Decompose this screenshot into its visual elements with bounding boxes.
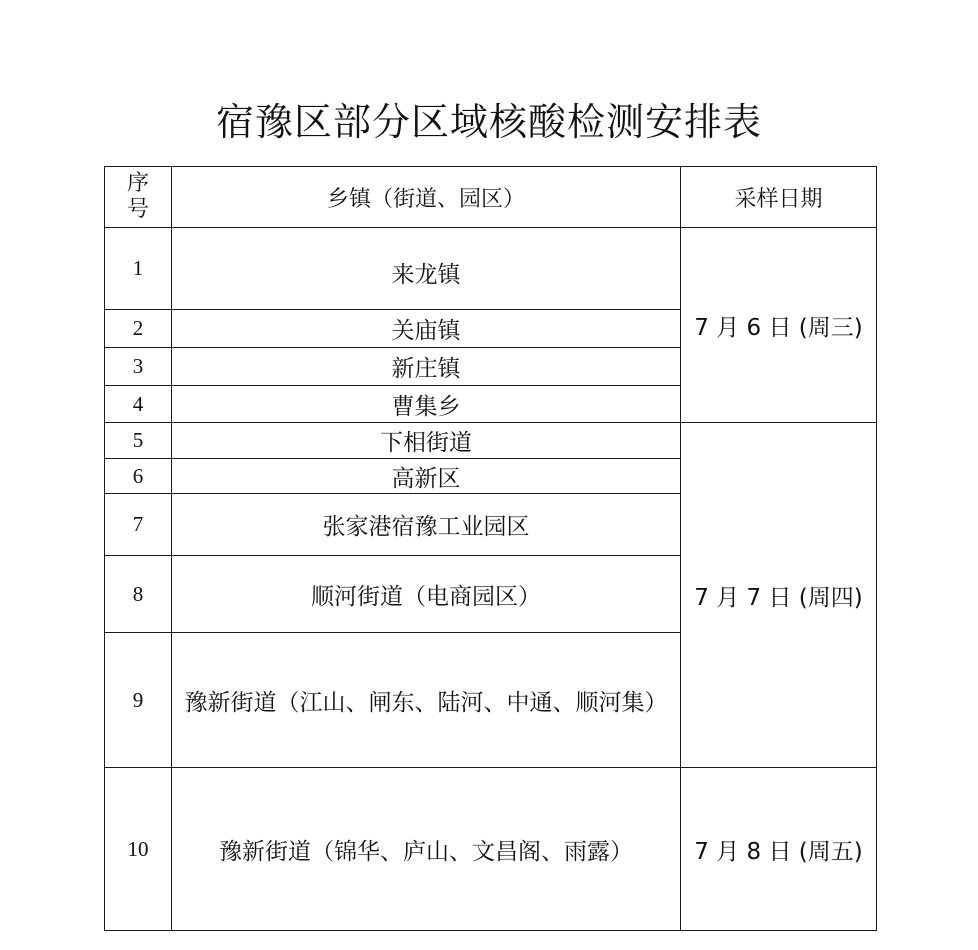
row-index: 2 xyxy=(105,310,172,348)
row-index: 1 xyxy=(105,228,172,310)
row-town: 来龙镇 xyxy=(172,228,681,310)
header-town: 乡镇（街道、园区） xyxy=(172,167,681,228)
page-title: 宿豫区部分区域核酸检测安排表 xyxy=(215,100,762,144)
table-row xyxy=(105,228,877,310)
row-index: 3 xyxy=(105,348,172,386)
row-index: 8 xyxy=(105,556,172,633)
date-cell: 7 月 6 日 (周三) xyxy=(681,228,877,423)
row-town: 张家港宿豫工业园区 xyxy=(172,494,681,556)
row-index: 4 xyxy=(105,386,172,423)
header-index: 序号 xyxy=(105,167,172,228)
row-town: 下相街道 xyxy=(172,423,681,459)
row-town: 豫新街道（江山、闸东、陆河、中通、顺河集） xyxy=(172,633,681,768)
schedule-table xyxy=(104,166,877,931)
row-town: 关庙镇 xyxy=(172,310,681,348)
date-cell: 7 月 8 日 (周五) xyxy=(681,768,877,931)
row-town: 曹集乡 xyxy=(172,386,681,423)
row-index: 6 xyxy=(105,459,172,494)
table-row xyxy=(105,423,877,459)
table-row xyxy=(105,768,877,931)
row-town: 顺河街道（电商园区） xyxy=(172,556,681,633)
row-index: 7 xyxy=(105,494,172,556)
header-date: 采样日期 xyxy=(681,167,877,228)
row-town: 豫新街道（锦华、庐山、文昌阁、雨露） xyxy=(172,768,681,931)
row-index: 5 xyxy=(105,423,172,459)
row-index: 9 xyxy=(105,633,172,768)
date-cell: 7 月 7 日 (周四) xyxy=(681,423,877,768)
row-town: 新庄镇 xyxy=(172,348,681,386)
row-index: 10 xyxy=(105,768,172,931)
row-town: 高新区 xyxy=(172,459,681,494)
table-header-row xyxy=(105,167,877,228)
